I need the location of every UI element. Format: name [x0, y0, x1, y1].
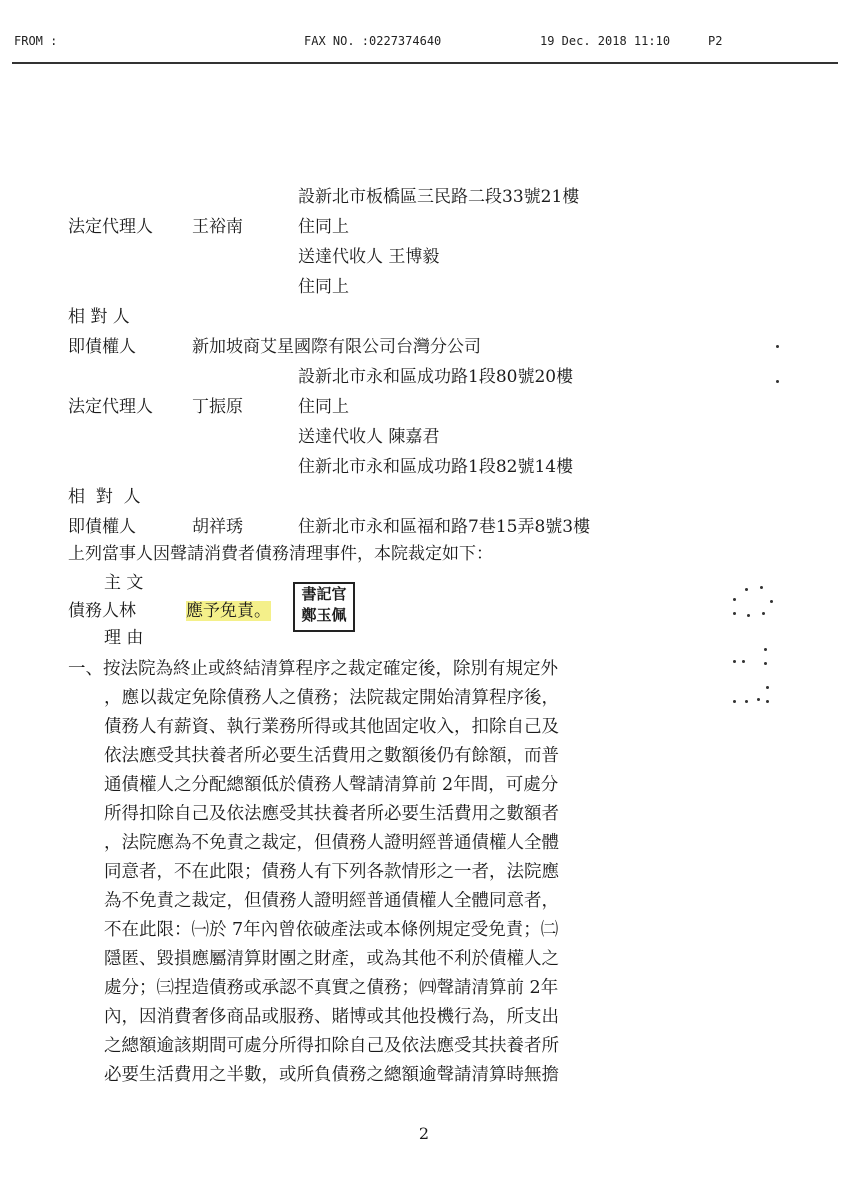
intro-statement: 上列當事人因聲請消費者債務清理事件，本院裁定如下： [68, 544, 493, 564]
creditor2-label: 即債權人 [68, 517, 136, 537]
reason-line: 隱匿、毀損應屬清算財團之財產，或為其他不利於債權人之 [104, 949, 559, 969]
fax-header-rule [12, 62, 838, 64]
rep1-address: 住同上 [298, 217, 349, 237]
creditor2-address: 住新北市永和區福和路7巷15弄8號3樓 [298, 517, 591, 537]
reason-line: 之總額逾該期間可處分所得扣除自己及依法應受其扶養者所 [104, 1036, 559, 1056]
reason-heading: 理 由 [104, 628, 144, 648]
reason-line: ，應以裁定免除債務人之債務；法院裁定開始清算程序後， [104, 688, 559, 708]
creditor1-label: 即債權人 [68, 337, 136, 357]
agent1-address: 住同上 [298, 277, 349, 297]
reason-line: 同意者，不在此限；債務人有下列各款情形之一者，法院應 [104, 862, 559, 882]
reason-line: 內，因消費奢侈商品或服務、賭博或其他投機行為，所支出 [104, 1007, 559, 1027]
ruling-line [68, 600, 271, 622]
rep1-name: 王裕南 [192, 217, 243, 237]
opponent-label-1: 相 對 人 [68, 307, 130, 327]
stamp-title: 書記官 [301, 585, 347, 603]
reason-line: 一、按法院為終止或終結清算程序之裁定確定後，除別有規定外 [68, 659, 558, 679]
fax-date: 19 Dec. 2018 11:10 [540, 34, 671, 48]
reason-line: 債務人有薪資、執行業務所得或其他固定收入，扣除自己及 [104, 717, 559, 737]
opponent-label-2: 相 對 人 [68, 487, 141, 507]
rep2-label: 法定代理人 [68, 397, 153, 417]
ruling-prefix: 債務人林 [68, 601, 136, 621]
reason-line: 所得扣除自己及依法應受其扶養者所必要生活費用之數額者 [104, 804, 559, 824]
reason-line: 為不免責之裁定，但債務人證明經普通債權人全體同意者， [104, 891, 559, 911]
fax-number: FAX NO. :0227374640 [304, 34, 442, 48]
creditor1-address: 設新北市永和區成功路1段80號20樓 [298, 367, 574, 387]
clerk-stamp [293, 582, 355, 632]
agent2-address: 住新北市永和區成功路1段82號14樓 [298, 457, 574, 477]
reason-line: 必要生活費用之半數，或所負債務之總額逾聲請清算時無擔 [104, 1065, 559, 1085]
agent1: 送達代收人 王博毅 [298, 247, 440, 267]
main-heading: 主 文 [104, 573, 144, 593]
page-number: 2 [418, 1124, 430, 1143]
reason-line: 處分；㈢捏造債務或承認不真實之債務；㈣聲請清算前 2年 [104, 978, 559, 998]
agent2: 送達代收人 陳嘉君 [298, 427, 440, 447]
creditor2-name: 胡祥琇 [192, 517, 243, 537]
reason-line: 不在此限：㈠於 7年內曾依破產法或本條例規定受免責；㈡ [104, 920, 559, 940]
fax-from: FROM : [14, 34, 58, 48]
rep2-address: 住同上 [298, 397, 349, 417]
reason-line: 通債權人之分配總額低於債務人聲請清算前 2年間，可處分 [104, 775, 559, 795]
stamp-name: 鄭玉佩 [301, 606, 347, 624]
reason-line: ，法院應為不免責之裁定，但債務人證明經普通債權人全體 [104, 833, 559, 853]
rep2-name: 丁振原 [192, 397, 243, 417]
creditor1-name: 新加坡商艾星國際有限公司台灣分公司 [192, 337, 481, 357]
reason-line: 依法應受其扶養者所必要生活費用之數額後仍有餘額，而普 [104, 746, 559, 766]
rep1-label: 法定代理人 [68, 217, 153, 237]
fax-page: P2 [708, 34, 723, 48]
ruling-text: 應予免責。 [186, 601, 271, 621]
fax-header [0, 34, 848, 54]
party-address-1: 設新北市板橋區三民路二段33號21樓 [298, 187, 580, 207]
